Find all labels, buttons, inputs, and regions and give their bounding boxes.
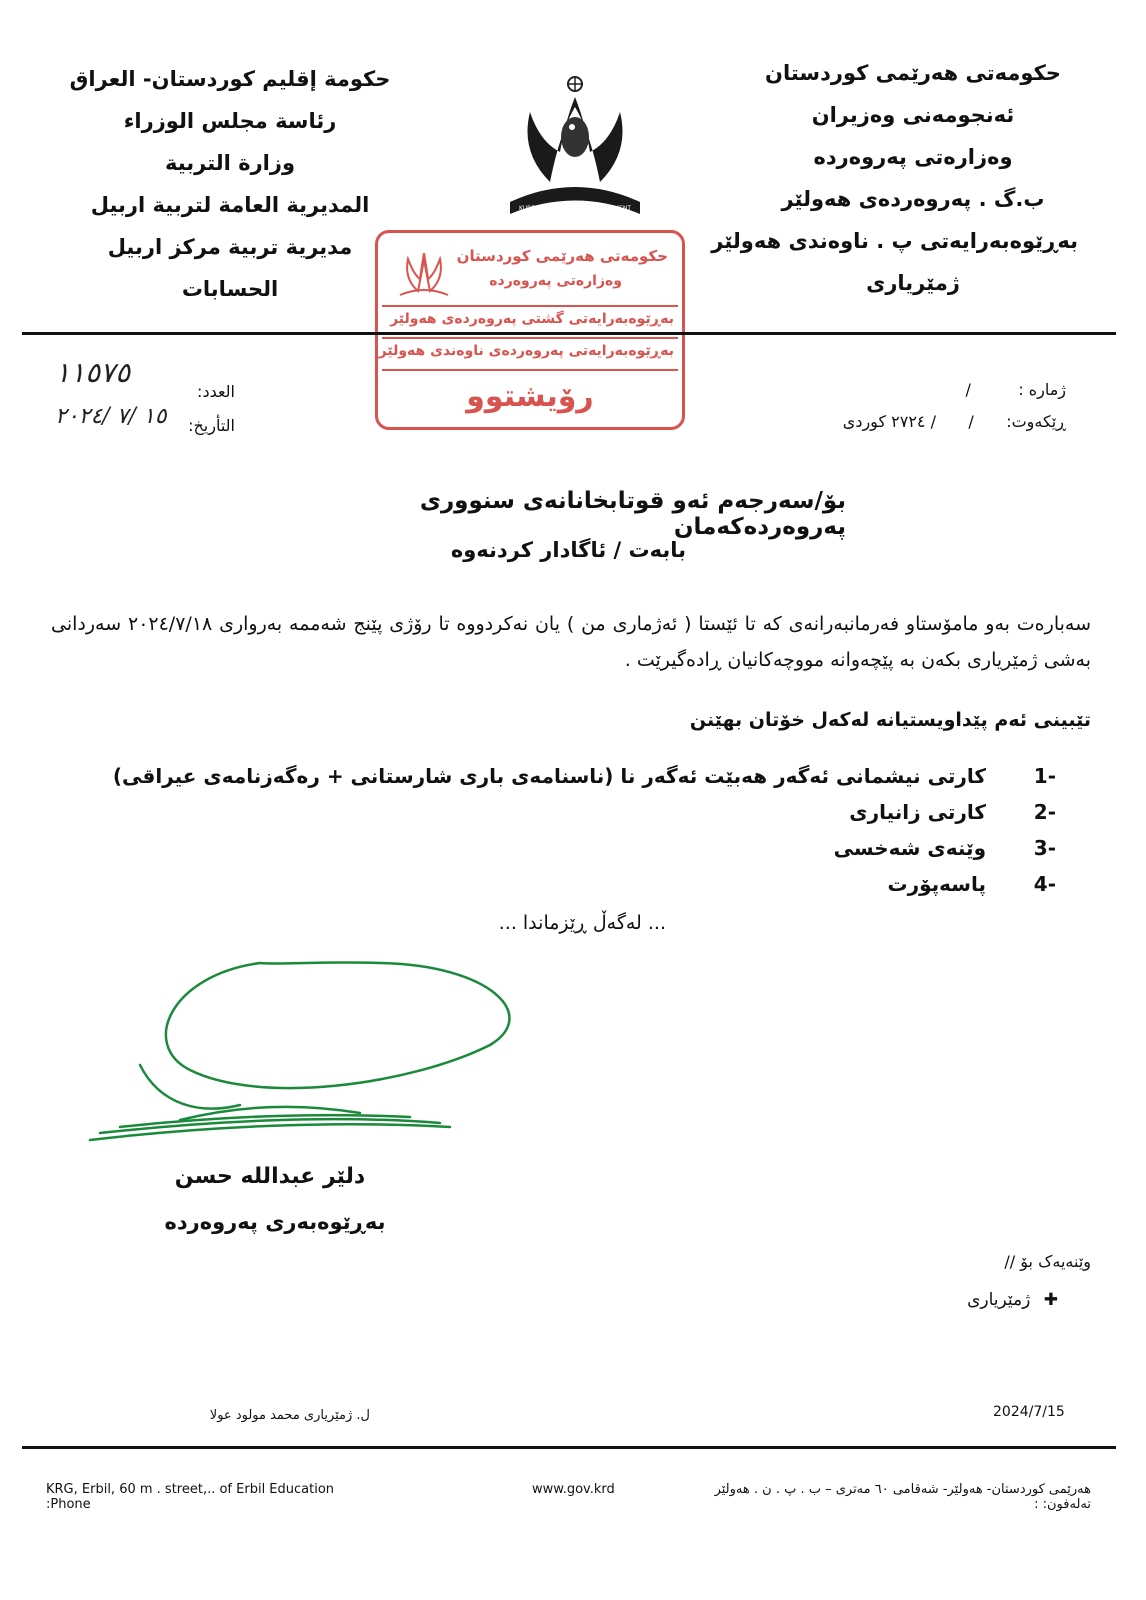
stamp-emblem-icon [394,241,454,301]
adad-label: العدد: [197,382,235,401]
stamp-line-1: حکومەتی هەرێمی کوردستان [456,247,668,265]
krg-emblem-icon [490,72,660,222]
number-row [806,380,1066,399]
requirements-list [76,764,1056,908]
list-item [76,764,1056,800]
list-item-number: -4 [1033,872,1056,896]
header-kurdish-line-6: ژمێریاری [866,271,960,295]
tarikh-row [55,404,235,440]
list-item [76,800,1056,836]
list-item-number: -1 [1033,764,1056,788]
stamp-line-3: بەڕێوەبەرایەتی گشتی پەروەردەی هەولێر [390,311,674,327]
copy-to-item: ژمێریاری [967,1290,1031,1310]
header-arabic-line-4: المديرية العامة لتربية اربيل [90,193,370,217]
addressee: بۆ/سەرجەم ئەو قوتابخانانەی سنووری پەروەردەکەمان [419,488,846,540]
header-arabic-line-6: الحسابات [181,277,279,301]
date-slash: / [968,412,974,431]
tarikh-value: ١٥ /٧ /٢٠٢٤ [55,404,167,429]
closing: ... لەگەڵ ڕێزماندا ... [498,912,666,934]
header-kurdish [711,52,1078,304]
stamp-line-5: رۆیشتوو [466,379,594,414]
number-label: ژمارە : [1018,380,1066,399]
stamp-line-2: وەزارەتی پەروەردە [489,273,622,289]
signature-icon [80,955,520,1155]
outgoing-stamp [375,230,685,430]
body-paragraph: سەبارەت بەو مامۆستاو فەرمانبەرانەی کە تا ئێستا ( ئەژماری من ) یان نەکردووە تا رۆژی پێنج شەممە بەرواری ٢٠٢٤/٧/١٨ سەردانی بەشی ژمێریاری بکەن بە پێچەوانە مووچەکانیان ڕادەگیرێت . [51,613,1091,671]
footer-address-ku-1: هەرێمی کوردستان- هەولێر- شەقامی ٦٠ مەتری – ب . پ . ن . هەولێر [714,1482,1091,1497]
list-item-text: کارتی زانیاری [849,800,986,824]
signer-name: دلێر عبدالله حسن [174,1164,366,1189]
header-kurdish-line-2: ئەنجومەنی وەزیران [811,103,1015,127]
list-item-text: کارتی نیشمانی ئەگەر هەبێت ئەگەر نا (ناسنامەی باری شارستانی + رەگەزنامەی عیراقی) [112,764,986,788]
adad-row [55,356,235,401]
header-arabic-line-1: حكومة إقليم كوردستان- العراق [69,67,391,91]
header-divider [22,332,1116,335]
header-arabic-line-3: وزارة التربية [164,151,296,175]
footer-address-en [46,1482,386,1512]
header-arabic [60,58,400,310]
tarikh-label: التأريخ: [188,416,235,435]
footer-address-ku [671,1482,1091,1512]
list-item-number: -3 [1033,836,1056,860]
list-item [76,836,1056,872]
subject: بابەت / ئاگادار کردنەوە [450,538,686,562]
footer-address-en-2: :Phone [46,1497,91,1512]
header-arabic-line-2: رئاسة مجلس الوزراء [123,109,337,133]
list-item-text: پاسەپۆرت [887,872,986,896]
date-row [766,412,1066,431]
stamp-line-4: بەڕێوەبەرایەتی پەروەردەی ناوەندی هەولێر [378,343,674,359]
list-item-number: -2 [1033,800,1056,824]
list-item-text: وێنەی شەخسی [833,836,986,860]
header-arabic-line-5: مديرية تربية مركز اربيل [107,235,353,259]
number-slash: / [965,380,971,399]
header-kurdish-line-3: وەزارەتی پەروەردە [813,145,1013,169]
header-kurdish-line-1: حکومەتی هەرێمی کوردستان [765,61,1061,85]
list-item [76,872,1056,908]
prepared-by: ل. ژمێریاری محمد مولود عولا [209,1408,370,1423]
footer-address-en-1: KRG, Erbil, 60 m . street,.. of Erbil Education [46,1482,335,1497]
star-icon: ✚ [1043,1290,1058,1310]
emblem-caption: KURDISTAN REGIONAL GOVERNMENT [518,205,632,212]
header-kurdish-line-4: ب.گ . پەروەردەی هەولێر [781,187,1045,211]
copy-to-row [858,1290,1058,1310]
copy-to-label: وێنەیەک بۆ // [1004,1252,1091,1271]
date-label: ڕێکەوت: [1006,412,1066,431]
footer-divider [22,1446,1116,1449]
header-kurdish-line-5: بەڕێوەبەرایەتی پ . ناوەندی هەولێر [711,229,1078,253]
issue-date: 2024/7/15 [993,1404,1065,1420]
footer-website: www.gov.krd [532,1482,615,1497]
adad-value: ١١٥٧٥ [55,356,131,389]
note: تێبینی ئەم پێداویستیانە لەکەل خۆتان بهێنن [689,709,1091,731]
footer-address-ku-2: تەلەفون: : [1034,1497,1091,1512]
date-kurdi: / ٢٧٢٤ کوردی [842,412,936,431]
signer-title: بەڕێوەبەری پەروەردە [164,1210,386,1234]
